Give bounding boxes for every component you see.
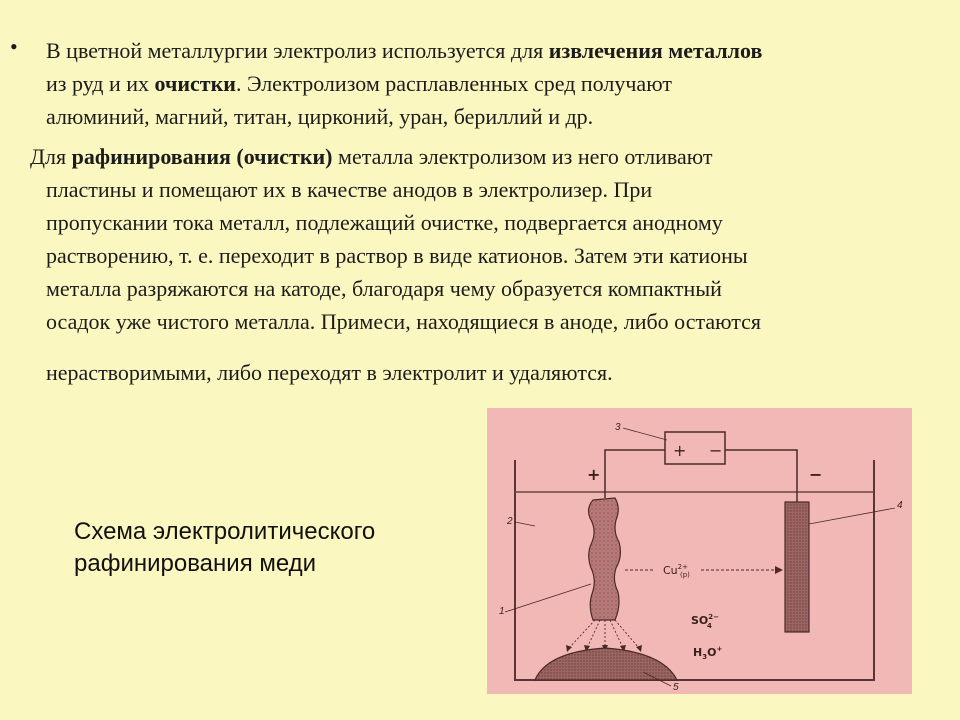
sulfate-ion [691, 613, 719, 630]
cu-ion [663, 563, 690, 579]
label-2: 2 [507, 516, 513, 527]
wire-cathode [725, 450, 797, 502]
sulfate-sub: 4 [707, 622, 712, 630]
h3o-charge: + [716, 645, 723, 653]
wire-anode [605, 450, 665, 498]
h-sub: 3 [702, 653, 708, 661]
battery-minus-sign: − [709, 441, 723, 460]
diagram-svg [487, 408, 912, 694]
text: Для [30, 144, 72, 169]
ion-arrow-head [775, 566, 783, 574]
text: . Электролизом расплавленных сред получают [235, 71, 672, 96]
paragraph-refining [30, 140, 936, 389]
caption-line2: рафинирования меди [74, 550, 317, 577]
h-symbol: H [693, 646, 703, 659]
anode-plate [589, 498, 621, 620]
leader-1 [505, 584, 591, 612]
para2-line3: пропускании тока металл, подлежащий очистке, подвергается анодному [46, 210, 723, 235]
sulfate-symbol: SO [691, 614, 709, 627]
label-1: 1 [499, 606, 505, 617]
leader-3 [623, 428, 667, 440]
paragraph-electrolysis-metallurgy [46, 34, 936, 133]
cathode-plate [785, 502, 809, 632]
label-4: 4 [897, 500, 903, 511]
bold-text: извлечения металлов [548, 38, 763, 63]
para1-line2 [46, 67, 936, 100]
text: металла электролизом из него отливают [332, 144, 713, 169]
cu-symbol: Cu [663, 564, 678, 577]
anode-plus: + [587, 465, 601, 484]
text: В цветной металлургии электролиз используется для [46, 38, 549, 63]
impurity-fall-lines [569, 620, 639, 648]
bullet: • [10, 34, 18, 59]
para2-line2: пластины и помещают их в качестве анодов в электролизер. При [46, 177, 653, 202]
bold-text: очистки [154, 71, 236, 96]
para1-line3: алюминий, магний, титан, цирконий, уран, бериллий и др. [46, 104, 594, 129]
label-3: 3 [615, 422, 621, 433]
label-5: 5 [673, 682, 679, 693]
para2-line4: растворению, т. е. переходит в раствор в виде катионов. Затем эти катионы [46, 243, 748, 268]
para2-line5: металла разряжаются на катоде, благодаря чему образуется компактный [46, 276, 722, 301]
para2-line6: осадок уже чистого металла. Примеси, находящиеся в аноде, либо остаются [46, 309, 762, 334]
o-symbol: O [707, 646, 717, 659]
text: из руд и их [46, 71, 155, 96]
cathode-minus: − [809, 465, 823, 484]
battery-plus-sign: + [673, 441, 687, 460]
caption-line1: Схема электролитического [74, 518, 376, 545]
para2-line1 [30, 140, 936, 173]
para2-line7: нерастворимыми, либо переходят в электролит и удаляются. [46, 360, 613, 385]
figure-caption [74, 516, 434, 580]
cu-state: (р) [679, 571, 690, 579]
bold-text: рафинирования (очистки) [71, 144, 333, 169]
hydronium-ion [693, 645, 722, 661]
para1-line1 [46, 34, 936, 67]
leader-2 [515, 522, 535, 526]
leader-4 [809, 508, 895, 524]
anode-sludge [535, 648, 677, 680]
sulfate-charge: 2− [708, 613, 720, 621]
electrolytic-cell-diagram [487, 408, 912, 694]
cu-charge: 2+ [677, 563, 688, 571]
